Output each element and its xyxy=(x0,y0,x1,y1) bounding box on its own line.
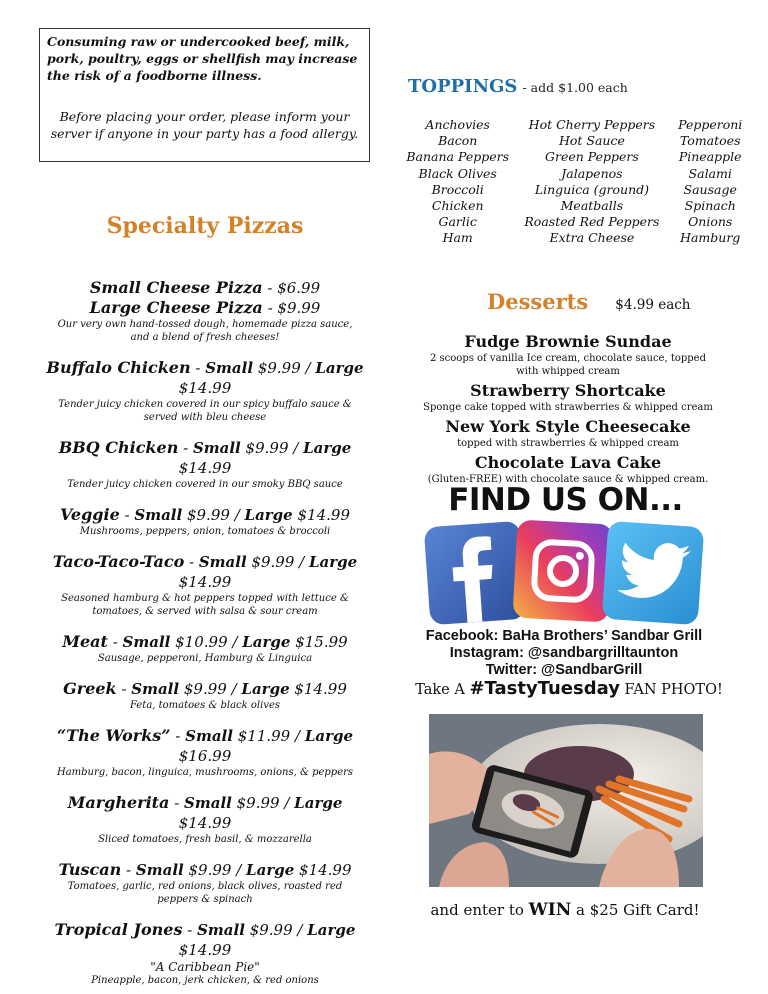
cheese-pizza-item xyxy=(40,278,370,344)
small-cheese-name: Small Cheese Pizza xyxy=(89,278,263,297)
topping-item: Roasted Red Peppers xyxy=(524,214,660,230)
large-price: $14.99 xyxy=(178,573,232,591)
small-price: $9.99 xyxy=(236,794,280,812)
topping-item: Onions xyxy=(688,214,733,230)
large-price: $14.99 xyxy=(297,506,350,524)
dessert-item xyxy=(418,332,718,378)
topping-item: Pepperoni xyxy=(678,117,743,132)
pizza-name-line: Taco-Taco-Taco - Small $9.99 / Large $14.99 xyxy=(52,552,358,591)
pizza-name: BBQ Chicken xyxy=(58,438,179,457)
large-label: Large xyxy=(294,794,343,812)
topping-item: Tomatoes xyxy=(679,133,741,149)
pizza-item xyxy=(40,860,370,906)
take-a-text: Take A xyxy=(415,682,465,698)
allergy-warning: Before placing your order, please inform your server if anyone in your party has a food allergy. xyxy=(50,109,359,141)
large-price: $14.99 xyxy=(178,814,232,832)
small-label: Small xyxy=(184,794,232,812)
pizza-name-line: BBQ Chicken - Small $9.99 / Large $14.99 xyxy=(58,438,352,477)
desserts-price: $4.99 each xyxy=(615,297,691,313)
pizza-name: Veggie xyxy=(59,505,120,524)
win-gift-card-line xyxy=(380,900,750,920)
small-label: Small xyxy=(134,506,183,524)
dessert-name: Chocolate Lava Cake xyxy=(474,453,662,472)
pizza-subtitle: "A Caribbean Pie" xyxy=(150,960,260,974)
topping-item: Chicken xyxy=(431,198,484,214)
fan-photo-image xyxy=(429,714,703,887)
topping-item: Jalapenos xyxy=(561,165,623,181)
pizza-name-line: Tuscan - Small $9.99 / Large $14.99 xyxy=(58,860,352,879)
allergy-notice xyxy=(39,28,370,162)
foodborne-warning: Consuming raw or undercooked beef, milk, pork, poultry, eggs or shellfish may increase the risk of a foodborne illness. xyxy=(47,34,358,83)
pizza-item xyxy=(40,358,370,424)
dessert-description: Sponge cake topped with strawberries & whipped cream xyxy=(423,402,713,413)
topping-item: Hot Sauce xyxy=(558,133,625,149)
topping-item: Hamburg xyxy=(680,230,741,246)
pizza-item xyxy=(40,726,370,779)
cheese-desc: Our very own hand-tossed dough, homemade pizza sauce, and a blend of fresh cheeses! xyxy=(57,319,353,343)
instagram-icon[interactable] xyxy=(513,520,614,623)
large-label: Large xyxy=(309,553,358,571)
pizza-items xyxy=(40,358,370,987)
topping-item: Hot Cherry Peppers xyxy=(528,117,656,132)
topping-item: Anchovies xyxy=(425,117,490,132)
enter-suffix: a $25 Gift Card! xyxy=(576,901,700,919)
large-label: Large xyxy=(307,921,356,939)
pizza-name: Tropical Jones xyxy=(54,920,183,939)
large-price: $15.99 xyxy=(295,633,348,651)
tasty-tuesday-line xyxy=(404,678,734,699)
desserts-title: Desserts xyxy=(487,289,589,314)
topping-item: Broccoli xyxy=(431,181,484,197)
pizza-description: Tender juicy chicken covered in our smoky BBQ sauce xyxy=(67,479,343,490)
pizza-item xyxy=(40,920,370,987)
pizza-item xyxy=(40,505,370,538)
large-price: $14.99 xyxy=(178,459,232,477)
topping-item: Meatballs xyxy=(560,198,624,214)
dessert-description: (Gluten-FREE) with chocolate sauce & whipped cream. xyxy=(427,474,709,485)
large-price: $14.99 xyxy=(178,941,232,959)
pizza-description: Pineapple, bacon, jerk chicken, & red onions xyxy=(91,975,319,986)
dessert-item xyxy=(418,417,718,450)
topping-item: Black Olives xyxy=(418,165,497,181)
pizza-description: Sliced tomatoes, fresh basil, & mozzarella xyxy=(98,834,312,845)
small-label: Small xyxy=(131,680,180,698)
twitter-handle: Twitter: @SandbarGrill xyxy=(485,662,643,678)
toppings-grid xyxy=(406,117,746,247)
large-cheese-price: - $9.99 xyxy=(267,299,321,317)
small-label: Small xyxy=(135,861,184,879)
small-price: $9.99 xyxy=(183,680,227,698)
dessert-item xyxy=(418,381,718,414)
toppings-col-1 xyxy=(406,117,509,247)
toppings-header xyxy=(408,76,748,97)
small-price: $9.99 xyxy=(186,506,230,524)
pizza-description: Tomatoes, garlic, red onions, black olives, roasted red peppers & spinach xyxy=(67,881,343,905)
desserts-header xyxy=(487,289,727,314)
topping-item: Linguica (ground) xyxy=(534,181,649,197)
small-price: $9.99 xyxy=(245,439,289,457)
facebook-icon[interactable] xyxy=(424,521,527,625)
small-cheese-price: - $6.99 xyxy=(267,279,321,297)
toppings-title: TOPPINGS xyxy=(408,76,518,97)
small-price: $10.99 xyxy=(175,633,228,651)
pizza-item xyxy=(40,679,370,712)
small-price: $9.99 xyxy=(249,921,293,939)
small-label: Small xyxy=(197,921,245,939)
large-price: $16.99 xyxy=(178,747,232,765)
small-price: $11.99 xyxy=(237,727,291,745)
instagram-handle: Instagram: @sandbargrilltaunton xyxy=(449,645,679,661)
pizza-item xyxy=(40,793,370,846)
dessert-list xyxy=(418,332,718,489)
small-label: Small xyxy=(122,633,171,651)
large-label: Large xyxy=(315,359,364,377)
large-price: $14.99 xyxy=(294,680,347,698)
large-label: Large xyxy=(242,633,291,651)
large-cheese-name: Large Cheese Pizza xyxy=(89,298,263,317)
twitter-icon[interactable] xyxy=(602,521,705,625)
large-label: Large xyxy=(244,506,293,524)
topping-item: Banana Peppers xyxy=(406,149,510,165)
pizza-name: “The Works” xyxy=(56,726,171,745)
dessert-description: topped with strawberries & whipped cream xyxy=(457,438,679,449)
pizza-description: Tender juicy chicken covered in our spicy buffalo sauce & served with bleu cheese xyxy=(58,399,352,423)
small-price: $9.99 xyxy=(188,861,232,879)
pizza-name: Buffalo Chicken xyxy=(46,358,191,377)
large-label: Large xyxy=(241,680,290,698)
small-label: Small xyxy=(205,359,254,377)
topping-item: Garlic xyxy=(438,214,477,230)
pizza-name-line: Tropical Jones - Small $9.99 / Large $14.99 xyxy=(54,920,356,959)
pizza-description: Feta, tomatoes & black olives xyxy=(130,700,280,711)
topping-item: Pineapple xyxy=(678,149,742,165)
pizza-item xyxy=(40,438,370,491)
tasty-tuesday-hashtag: #TastyTuesday xyxy=(469,678,620,699)
pizza-name: Greek xyxy=(63,679,117,698)
topping-item: Ham xyxy=(442,230,473,246)
dessert-name: New York Style Cheesecake xyxy=(445,417,691,436)
pizza-description: Hamburg, bacon, linguica, mushrooms, onions, & peppers xyxy=(56,767,354,778)
win-text: WIN xyxy=(528,900,572,920)
find-us-headline: FIND US ON... xyxy=(448,482,683,518)
topping-item: Sausage xyxy=(683,181,737,197)
pizza-name: Meat xyxy=(62,632,108,651)
small-price: $9.99 xyxy=(257,359,301,377)
topping-item: Green Peppers xyxy=(544,149,639,165)
topping-item: Extra Cheese xyxy=(549,230,635,246)
pizza-item xyxy=(40,632,370,665)
large-label: Large xyxy=(304,727,354,745)
large-price: $14.99 xyxy=(178,379,232,397)
topping-item: Spinach xyxy=(684,198,736,214)
large-label: Large xyxy=(303,439,352,457)
pizza-name-line: Buffalo Chicken - Small $9.99 / Large $14.99 xyxy=(46,358,364,397)
pizza-name: Margherita xyxy=(67,793,170,812)
pizza-name-line: Veggie - Small $9.99 / Large $14.99 xyxy=(59,505,350,524)
pizza-description: Mushrooms, peppers, onion, tomatoes & broccoli xyxy=(79,526,331,537)
facebook-handle: Facebook: BaHa Brothers’ Sandbar Grill xyxy=(425,628,703,644)
pizza-name: Tuscan xyxy=(58,860,122,879)
pizza-list xyxy=(40,278,370,994)
toppings-col-3 xyxy=(674,117,746,247)
topping-item: Salami xyxy=(688,165,732,181)
social-icons xyxy=(427,524,705,624)
specialty-pizzas-title: Specialty Pizzas xyxy=(106,213,304,239)
toppings-col-2 xyxy=(509,117,674,247)
pizza-name-line: Greek - Small $9.99 / Large $14.99 xyxy=(63,679,347,698)
dessert-name: Strawberry Shortcake xyxy=(470,381,666,400)
small-label: Small xyxy=(198,553,247,571)
dessert-name: Fudge Brownie Sundae xyxy=(464,332,672,351)
small-label: Small xyxy=(185,727,233,745)
pizza-item xyxy=(40,552,370,618)
pizza-name: Taco-Taco-Taco xyxy=(52,552,185,571)
social-handles xyxy=(404,628,724,679)
pizza-name-line: “The Works” - Small $11.99 / Large $16.99 xyxy=(56,726,354,765)
enter-prefix: and enter to xyxy=(430,901,524,919)
topping-item: Bacon xyxy=(438,133,478,149)
pizza-description: Sausage, pepperoni, Hamburg & Linguica xyxy=(97,653,313,664)
dessert-description: 2 scoops of vanilla Ice cream, chocolate sauce, topped with whipped cream xyxy=(430,353,706,377)
small-label: Small xyxy=(192,439,241,457)
pizza-description: Seasoned hamburg & hot peppers topped with lettuce & tomatoes, & served with salsa & sour cream xyxy=(61,593,349,617)
fan-photo-text: FAN PHOTO! xyxy=(624,682,723,698)
small-price: $9.99 xyxy=(251,553,295,571)
large-label: Large xyxy=(246,861,295,879)
toppings-note: - add $1.00 each xyxy=(522,80,628,95)
pizza-name-line: Meat - Small $10.99 / Large $15.99 xyxy=(62,632,348,651)
large-price: $14.99 xyxy=(299,861,352,879)
pizza-name-line: Margherita - Small $9.99 / Large $14.99 xyxy=(67,793,343,832)
